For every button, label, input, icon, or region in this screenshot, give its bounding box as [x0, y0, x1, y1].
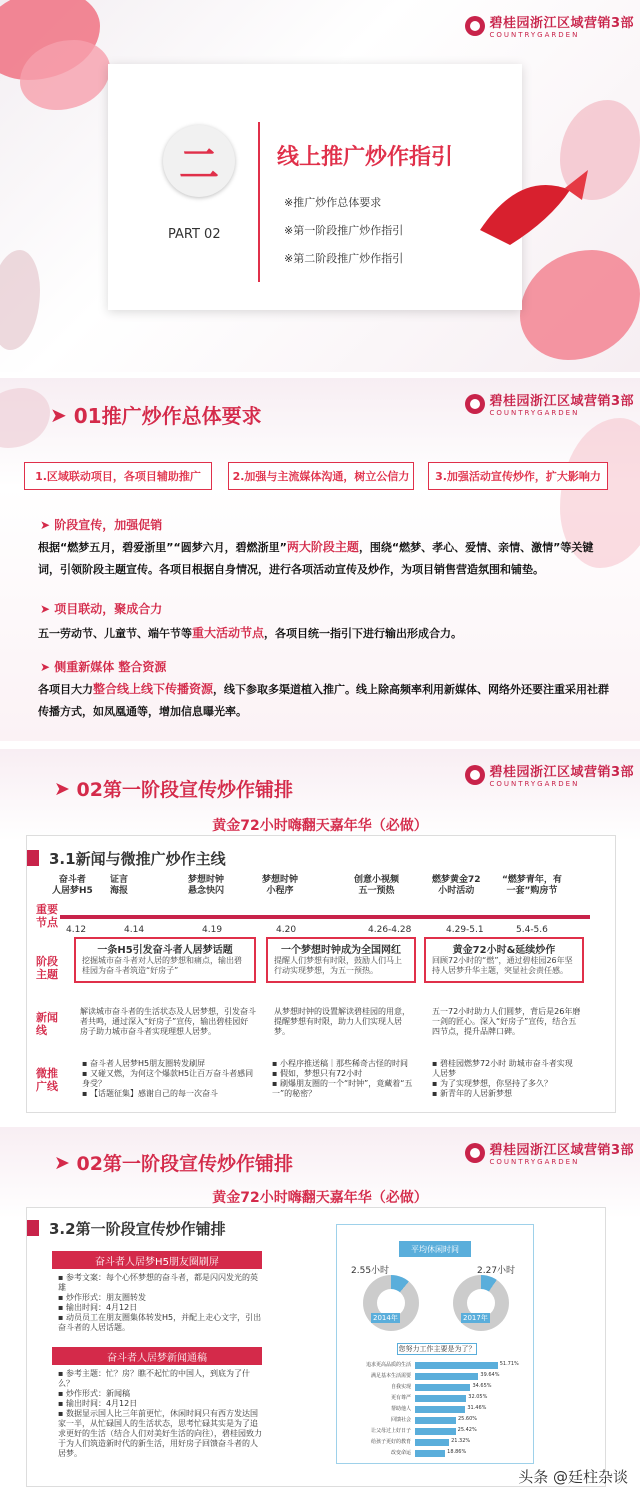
- logo-icon: [465, 394, 485, 414]
- item-text: 奋斗者人居梦H5朋友圈转发刷屏: [89, 1059, 206, 1068]
- panel-title: 3.2第一阶段宣传炒作铺排: [49, 1220, 226, 1238]
- highlight: 两大阶段主题: [286, 540, 359, 554]
- bar-value: 34.65%: [472, 1383, 492, 1389]
- section-paragraph: [38, 536, 610, 581]
- item-text: 小程序推送稿｜那些稀奇古怪的时间: [279, 1059, 408, 1068]
- toc-item: ※推广炒作总体要求: [284, 196, 382, 209]
- logo-icon: [465, 765, 485, 785]
- bar: [415, 1384, 470, 1391]
- phase-box: [266, 937, 416, 983]
- heading-text: 02第一阶段宣传炒作铺排: [76, 1153, 293, 1175]
- bars-title: 您努力工作主要是为了？: [398, 1345, 476, 1353]
- flower-decoration: [520, 250, 640, 360]
- timeline-node-label: 证言 海报: [110, 875, 129, 896]
- timeline-date: 4.14: [124, 925, 145, 935]
- list-item: ▪ 输出时间：4月12日: [58, 1399, 138, 1408]
- text: ，各项目统一指引下进行输出形成合力。: [264, 627, 463, 640]
- toc-item: ※第二阶段推广炒作指引: [284, 252, 404, 265]
- phase-title: 一个梦想时钟成为全国网红: [281, 945, 401, 956]
- bar-label: 更有尊严: [390, 1395, 411, 1401]
- slide-heading: [54, 1149, 293, 1176]
- section-subtitle: ➤ 阶段宣传，加强促销: [40, 518, 163, 532]
- section-numeral: 二: [163, 125, 235, 197]
- item-text: 炒作形式：朋友圈转发: [65, 1293, 146, 1302]
- timeline-date: 4.20: [276, 925, 297, 935]
- value-label: 2.27小时: [477, 1266, 516, 1276]
- item-text: 刷爆朋友圈的一个“时钟”，竟藏着“五一”的秘密？: [272, 1079, 413, 1098]
- gold-subtitle: 黄金72小时嗨翻天嘉年华（必做）: [212, 818, 428, 834]
- bar-label: 给孩子更好的教育: [370, 1439, 411, 1445]
- item-text: 又碰又燃，为何这个爆款H5让百万奋斗者感同身受？: [82, 1069, 254, 1088]
- logo-icon: [465, 1143, 485, 1163]
- phase-box: [74, 937, 256, 983]
- section-paragraph: [38, 622, 610, 645]
- text: ，围绕“燃梦、孝心、爱情、亲情、激情”等关键词，引领阶段主题宣传。各项目根据自身情况，进行各项活动宣传及炒作，为项目销售营造氛围和铺垫。: [38, 541, 594, 576]
- bar-label: 改变命运: [390, 1450, 411, 1456]
- item-text: 动员员工在朋友圈集体转发H5，并配上走心文字，引出奋斗者的人居话题。: [58, 1313, 262, 1332]
- bar: [415, 1439, 449, 1446]
- item-text: 为了实现梦想，你坚持了多久？: [439, 1079, 552, 1088]
- timeline-date: 4.29-5.1: [446, 925, 484, 935]
- slide-heading: [50, 400, 262, 429]
- list-item: ▪ 碧桂园燃梦72小时 助城市奋斗者实现人居梦: [432, 1059, 573, 1078]
- arrow-icon: ➤: [54, 777, 77, 800]
- divider: [258, 122, 260, 282]
- slide-phase1-schedule: [0, 1127, 640, 1493]
- panel-title: 3.1新闻与微推广炒作主线: [49, 850, 226, 868]
- toc-item: ※第一阶段推广炒作指引: [284, 224, 404, 237]
- phase-title: 一条H5引发奋斗者人居梦话题: [97, 945, 233, 956]
- flower-decoration: [0, 250, 40, 350]
- logo-text: 碧桂园浙江区域营销3部: [489, 1143, 634, 1158]
- list-item: ▪ 参考文案：每个心怀梦想的奋斗者，都是闪闪发光的英雄: [58, 1273, 258, 1292]
- requirement-tag: 2.加强与主流媒体沟通，树立公信力: [228, 462, 414, 490]
- weibo-list: [272, 1059, 416, 1099]
- list-item: ▪ 又碰又燃，为何这个爆款H5让百万奋斗者感同身受？: [82, 1069, 254, 1088]
- item-text: 数据显示国人比三年前更忙，休闲时间只有西方发达国家一半，从忙碌国人的生活状态，思考忙碌其实是为了追求更好的生活（结合人们对美好生活的向往），碧桂园致力于为人们筑造新时代的新生活，用好房子回馈奋斗者的人居梦。: [58, 1409, 262, 1458]
- arrow-icon: ➤: [54, 1151, 77, 1174]
- row-label: 微推 广线: [36, 1067, 58, 1093]
- weibo-list: [82, 1059, 254, 1099]
- title-bar: [27, 1220, 39, 1236]
- list-item: ▪ 参考主题：忙？房？瞧不起忙的中国人，到底为了什么？: [58, 1369, 250, 1388]
- koi-fish-icon: [470, 150, 590, 260]
- phase-desc: 挖掘城市奋斗者对人居的梦想和痛点，输出碧桂园为奋斗者筑造“好房子”: [82, 956, 242, 975]
- timeline-node-label: 梦想时钟 悬念快闪: [188, 875, 225, 896]
- bar-label: 自我实现: [390, 1384, 411, 1390]
- news-text: 从梦想时钟的设置解读碧桂园的用意，提醒梦想有时限，助力人们实现人居梦。: [274, 1007, 410, 1036]
- plan-list: [58, 1369, 263, 1459]
- subtitle-text: 阶段宣传，加强促销: [54, 518, 163, 532]
- list-item: ▪ 动员员工在朋友圈集体转发H5，并配上走心文字，引出奋斗者的人居话题。: [58, 1313, 262, 1332]
- bar-value: 18.86%: [447, 1449, 467, 1455]
- subtitle-text: 项目联动，聚成合力: [54, 602, 163, 616]
- bar: [415, 1406, 465, 1413]
- section-subtitle: ➤ 项目联动，聚成合力: [40, 602, 163, 616]
- plan-box-title: 奋斗者人居梦H5朋友圈刷屏: [52, 1251, 262, 1269]
- bar-value: 32.05%: [468, 1394, 488, 1400]
- phase-desc: 提醒人们梦想有时限，鼓励人们马上行动实现梦想，为五一预热。: [274, 956, 402, 975]
- requirement-tag: 1.区域联动项目，各项目辅助推广: [24, 462, 212, 490]
- logo-icon: [465, 16, 485, 36]
- news-text: 五一72小时助力人们圆梦，背后是26年磨一剑的匠心。深入“好房子”宣传，结合五四节点，提升品牌口碑。: [432, 1007, 581, 1036]
- brand-logo: [465, 12, 634, 39]
- weibo-list: [432, 1059, 580, 1099]
- stats-chart: [336, 1224, 534, 1464]
- subtitle-text: 侧重新媒体 整合资源: [54, 660, 167, 674]
- list-item: ▪ 数据显示国人比三年前更忙，休闲时间只有西方发达国家一半，从忙碌国人的生活状态，思考忙碌其实是为了追求更好的生活（结合人们对美好生活的向往），碧桂园致力于为人们筑造新时代的新生活，用好房子回馈奋斗者的人居梦。: [58, 1409, 262, 1458]
- slide-cover: [0, 0, 640, 372]
- highlight: 整合线上线下传播资源: [93, 682, 214, 696]
- year-label: 2014年: [373, 1314, 398, 1322]
- bar-value: 31.46%: [467, 1405, 487, 1411]
- item-text: 碧桂园燃梦72小时 助城市奋斗者实现人居梦: [432, 1059, 573, 1078]
- bar: [415, 1428, 456, 1435]
- bar: [415, 1373, 478, 1380]
- item-text: 参考文案：每个心怀梦想的奋斗者，都是闪闪发光的英雄: [58, 1273, 258, 1292]
- row-label: 重要 节点: [36, 903, 58, 929]
- list-item: ▪ 新青年的人居新梦想: [432, 1089, 512, 1098]
- item-text: 假如，梦想只有72小时: [279, 1069, 363, 1078]
- logo-en: COUNTRYGARDEN: [489, 31, 580, 39]
- timeline-date: 4.26-4.28: [368, 925, 412, 935]
- bar: [415, 1362, 498, 1369]
- arrow-icon: ➤: [50, 402, 74, 427]
- brand-logo: [465, 390, 634, 417]
- title-bar: [27, 850, 39, 866]
- list-item: ▪ 刷爆朋友圈的一个“时钟”，竟藏着“五一”的秘密？: [272, 1079, 413, 1098]
- bar-value: 51.71%: [499, 1361, 519, 1367]
- timeline-date: 5.4-5.6: [516, 925, 548, 935]
- list-item: ▪ 奋斗者人居梦H5朋友圈转发刷屏: [82, 1059, 206, 1068]
- watermark: 头条 @廷柱杂谈: [518, 1468, 628, 1486]
- plan-list: [58, 1273, 263, 1333]
- phase-box: [424, 937, 584, 983]
- section-title: 线上推广炒作指引: [277, 145, 454, 170]
- row-label: 新闻 线: [36, 1011, 58, 1037]
- bar-label: 让父母过上好日子: [370, 1428, 411, 1434]
- slide-phase1-timeline: [0, 749, 640, 1119]
- timeline-node-label: 梦想时钟 小程序: [262, 875, 299, 896]
- bar-value: 25.60%: [457, 1416, 478, 1422]
- logo-en: COUNTRYGARDEN: [489, 1158, 580, 1166]
- requirement-tag: 3.加强活动宣传炒作，扩大影响力: [428, 462, 608, 490]
- section-subtitle: ➤ 侧重新媒体 整合资源: [40, 660, 167, 674]
- slide-heading: [54, 775, 293, 802]
- text: 五一劳动节、儿童节、端午节等: [38, 627, 192, 640]
- bar-value: 25.42%: [457, 1427, 477, 1433]
- item-text: 炒作形式：新闻稿: [65, 1389, 130, 1398]
- bar-label: 追求更高品质的生活: [365, 1362, 411, 1368]
- brand-logo: [465, 761, 634, 788]
- list-item: ▪ 炒作形式：新闻稿: [58, 1389, 130, 1398]
- item-text: 【话题征集】感谢自己的每一次奋斗: [89, 1089, 218, 1098]
- bar: [415, 1450, 445, 1457]
- item-text: 输出时间：4月12日: [65, 1399, 138, 1408]
- timeline-axis: [60, 915, 590, 919]
- heading-text: 01推广炒作总体要求: [73, 404, 262, 428]
- brand-logo: [465, 1139, 634, 1166]
- item-text: 新青年的人居新梦想: [439, 1089, 512, 1098]
- news-text: 解读城市奋斗者的生活状态及人居梦想，引发奋斗者共鸣，通过深入“好房子”宣传，输出碧桂园好房子助力城市奋斗者实现理想人居梦。: [80, 1007, 256, 1036]
- heading-text: 02第一阶段宣传炒作铺排: [76, 779, 293, 801]
- list-item: ▪ 小程序推送稿｜那些稀奇古怪的时间: [272, 1059, 408, 1068]
- logo-en: COUNTRYGARDEN: [489, 780, 580, 788]
- item-text: 参考主题：忙？房？瞧不起忙的中国人，到底为了什么？: [58, 1369, 250, 1388]
- timeline-node-label: 奋斗者 人居梦H5: [52, 875, 93, 896]
- slide-requirements: [0, 378, 640, 741]
- year-label: 2017年: [463, 1314, 488, 1322]
- bar: [415, 1395, 466, 1402]
- highlight: 重大活动节点: [192, 626, 265, 640]
- logo-text: 碧桂园浙江区域营销3部: [489, 394, 634, 409]
- cover-card: [108, 64, 522, 310]
- bar-label: 满足基本生活需要: [370, 1373, 411, 1379]
- text: ，线下参取多渠道植入推广。线上除高频率利用新媒体、网络外还要注重采用社群传播方式，如凤凰通等，增加信息曝光率。: [38, 683, 610, 718]
- bar-label: 回馈社会: [390, 1417, 411, 1423]
- timeline-node-label: “燃梦青年，有 一套”购房节: [502, 875, 562, 896]
- logo-en: COUNTRYGARDEN: [489, 409, 580, 417]
- phase-desc: 回顾72小时的“燃”，通过碧桂园26年坚持人居梦升华主题，突显社会责任感。: [432, 956, 573, 975]
- phase-title: 黄金72小时&延续炒作: [452, 945, 556, 956]
- timeline-date: 4.19: [202, 925, 223, 935]
- flower-decoration: [0, 388, 50, 448]
- bar-value: 39.64%: [480, 1372, 500, 1378]
- plan-box-title: 奋斗者人居梦新闻通稿: [52, 1347, 262, 1365]
- bar-value: 21.32%: [451, 1438, 471, 1444]
- section-paragraph: [38, 678, 610, 723]
- bar: [415, 1417, 456, 1424]
- logo-text: 碧桂园浙江区域营销3部: [489, 16, 634, 31]
- list-item: ▪ 【话题征集】感谢自己的每一次奋斗: [82, 1089, 218, 1098]
- chart-title: 平均休闲时间: [399, 1241, 471, 1257]
- timeline-node-label: 创意小视频 五一预热: [354, 875, 400, 896]
- item-text: 输出时间：4月12日: [65, 1303, 138, 1312]
- list-item: ▪ 为了实现梦想，你坚持了多久？: [432, 1079, 552, 1088]
- list-item: ▪ 炒作形式：朋友圈转发: [58, 1293, 146, 1302]
- part-label: PART 02: [168, 227, 221, 242]
- text: 根据“燃梦五月，碧爱浙里”“圆梦六月，碧燃浙里”: [38, 541, 287, 554]
- text: 各项目大力: [38, 683, 93, 696]
- logo-text: 碧桂园浙江区域营销3部: [489, 765, 634, 780]
- timeline-date: 4.12: [66, 925, 87, 935]
- list-item: ▪ 假如，梦想只有72小时: [272, 1069, 363, 1078]
- row-label: 阶段 主题: [36, 955, 58, 981]
- gold-subtitle: 黄金72小时嗨翻天嘉年华（必做）: [212, 1190, 428, 1206]
- value-label: 2.55小时: [351, 1266, 390, 1276]
- list-item: ▪ 输出时间：4月12日: [58, 1303, 138, 1312]
- timeline-node-label: 燃梦黄金72 小时活动: [432, 875, 481, 896]
- bar-label: 帮助他人: [390, 1406, 411, 1412]
